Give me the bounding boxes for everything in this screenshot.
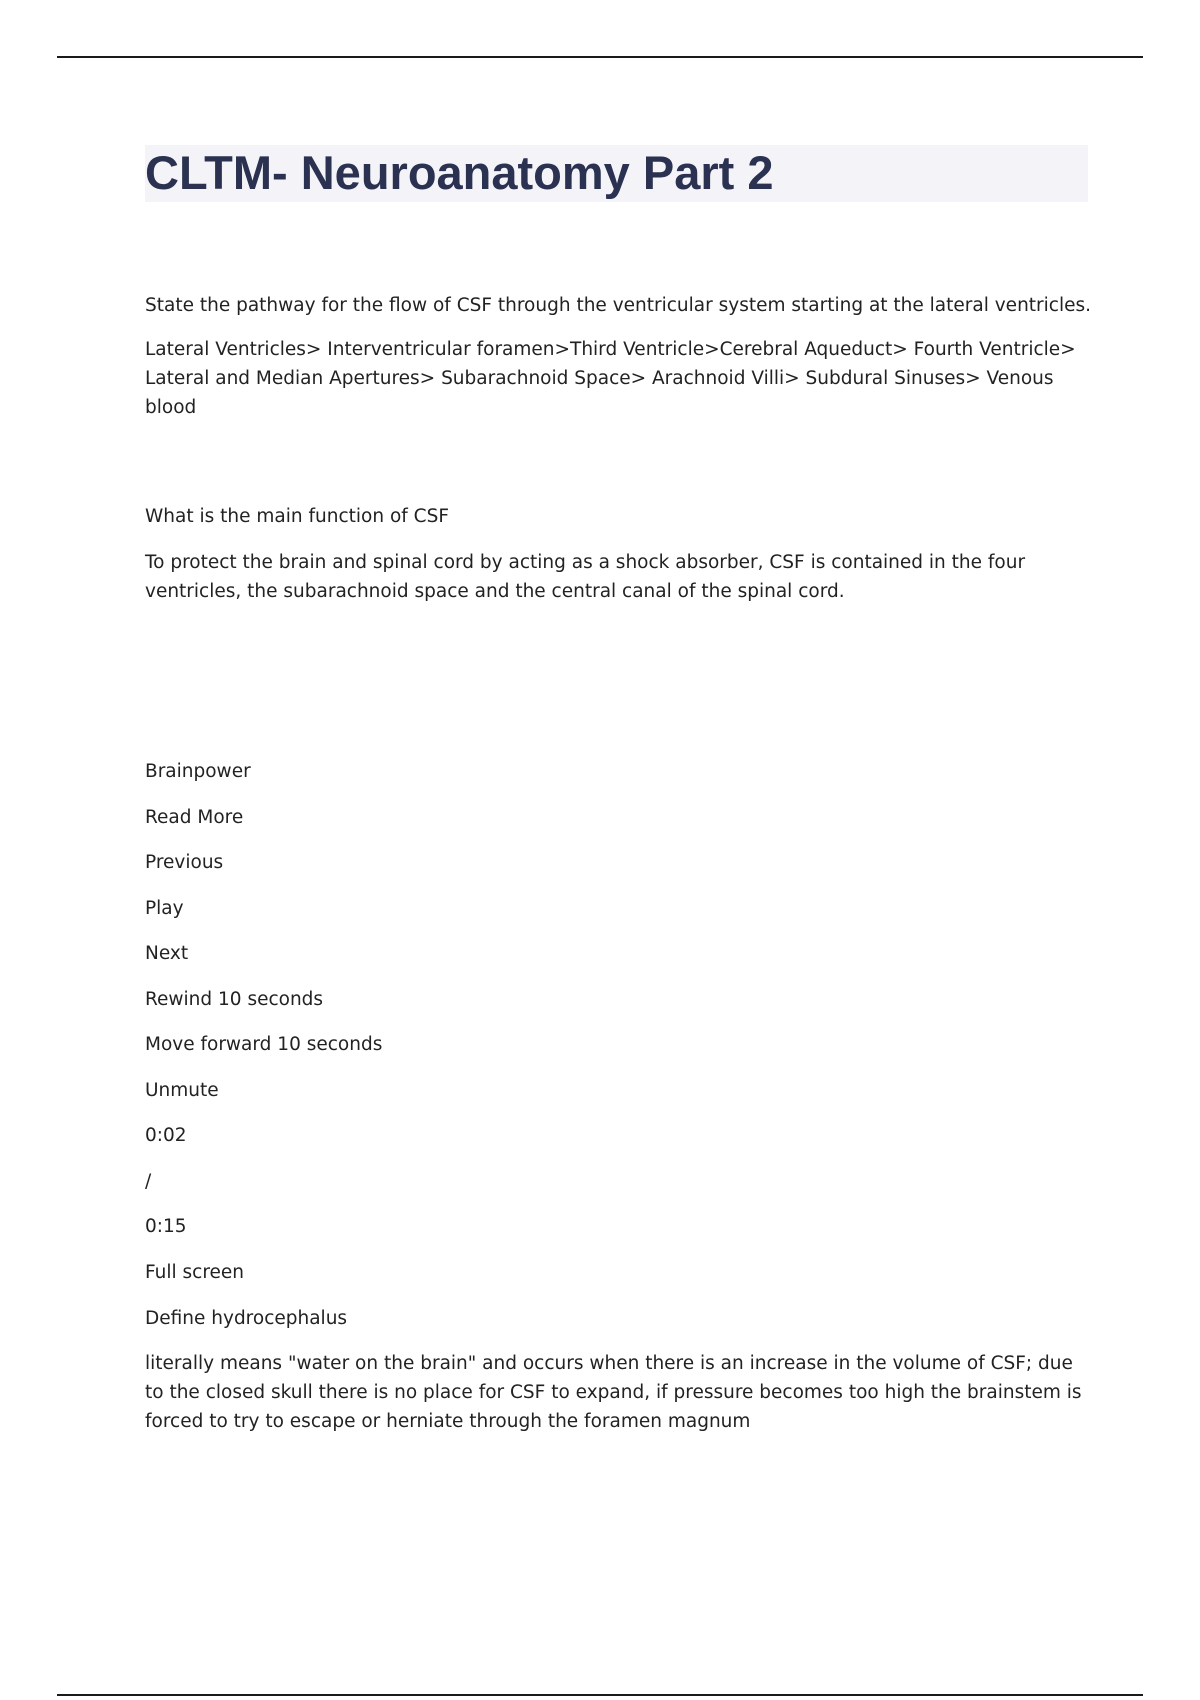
answer-csf-function: To protect the brain and spinal cord by acting as a shock absorber, CSF is contained in the four ventricles, the subarachnoid space and the central canal of the spinal cord. [145, 552, 1026, 602]
answer-csf-pathway: Lateral Ventricles> Interventricular foramen>Third Ventricle>Cerebral Aqueduct> Fourth Ventricle> Lateral and Median Apertures> Subarachnoid Space> Arachnoid Villi> Subdural Sinuses> Venous blood [145, 339, 1076, 418]
player-brand: Brainpower [145, 761, 251, 782]
bottom-rule [57, 1694, 1143, 1696]
question-csf-function: What is the main function of CSF [145, 506, 449, 527]
fullscreen-button[interactable]: Full screen [145, 1262, 245, 1283]
question-hydrocephalus: Define hydrocephalus [145, 1308, 348, 1329]
read-more-link[interactable]: Read More [145, 807, 244, 828]
question-csf-pathway: State the pathway for the flow of CSF through the ventricular system starting at the lateral ventricles. [145, 295, 1092, 316]
previous-button[interactable]: Previous [145, 852, 224, 873]
page-title: CLTM- Neuroanatomy Part 2 [145, 146, 774, 199]
unmute-button[interactable]: Unmute [145, 1080, 219, 1101]
top-rule [57, 56, 1143, 58]
answer-hydrocephalus: literally means "water on the brain" and occurs when there is an increase in the volume of CSF; due to the closed skull there is no place for CSF to expand, if pressure becomes too high the brainstem is forced to try to escape or herniate through the foramen magnum [145, 1353, 1082, 1432]
forward-button[interactable]: Move forward 10 seconds [145, 1034, 383, 1055]
current-time: 0:02 [145, 1125, 187, 1146]
next-button[interactable]: Next [145, 943, 189, 964]
rewind-button[interactable]: Rewind 10 seconds [145, 989, 324, 1010]
play-button[interactable]: Play [145, 898, 184, 919]
time-separator: / [145, 1171, 152, 1192]
duration: 0:15 [145, 1216, 187, 1237]
